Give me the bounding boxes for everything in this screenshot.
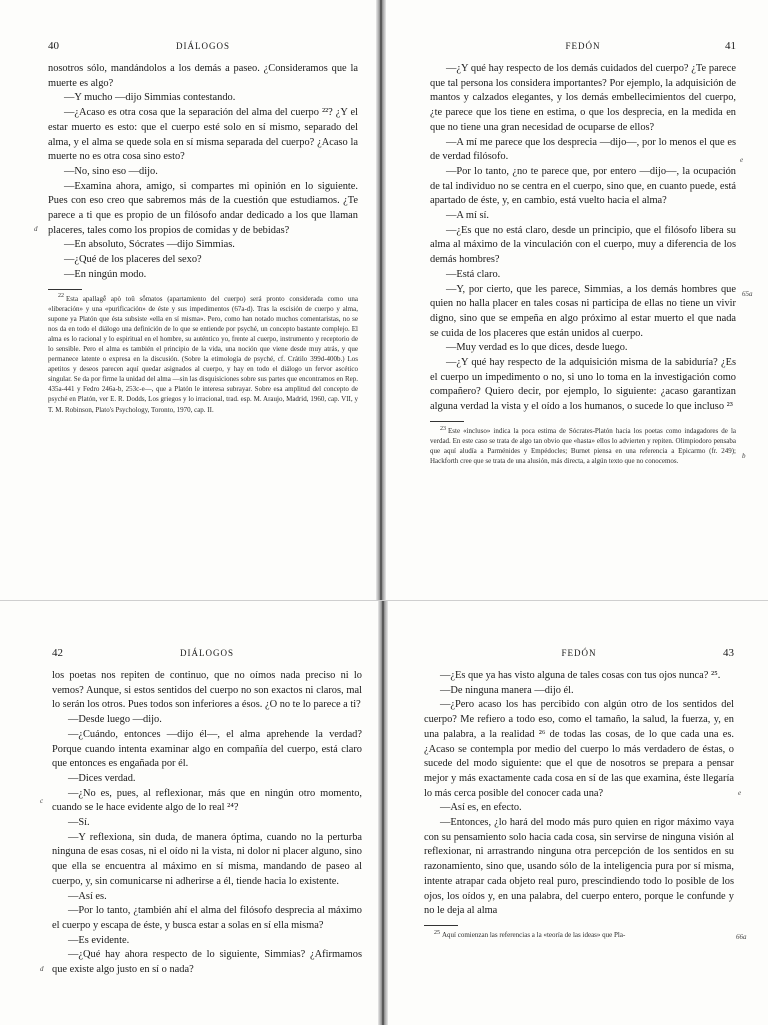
paragraph: los poetas nos repiten de continuo, que no oímos nada preciso ni lo vemos? Aunque, si estos sentidos del cuerpo no son exactos ni claros, mal lo serán los otros. Pues todos son inferiores a ésos. ¿O no te lo parece a ti? bbox=[52, 670, 362, 711]
running-header bbox=[48, 40, 358, 62]
book-spine bbox=[376, 0, 386, 600]
paragraph: —Y, por cierto, que les parece, Simmias, a los demás hombres que quien no halla placer en tales cosas ni participa de ellas no tiene un vivir digno, sino que se empeña en algo próximo al estar muerto el que nada se cuida de los placeres que están unidos al cuerpo. bbox=[430, 283, 736, 339]
paragraph: —En ningún modo. bbox=[64, 268, 147, 280]
margin-marker: e bbox=[738, 789, 742, 797]
paragraph: —¿Y qué hay respecto de la adquisición misma de la sabiduría? ¿Es el cuerpo un impedimento o no, si uno lo toma en la investigación como compañero? Quiero decir, por ejemplo, lo siguiente: ¿acaso garantizan alguna verdad la vista y el oído a los humanos, o sucede lo que incluso ²³ bbox=[430, 357, 736, 413]
page-41 bbox=[430, 40, 736, 466]
paragraph: —No, sino eso —dijo. bbox=[64, 165, 158, 177]
paragraph: —Dices verdad. bbox=[68, 772, 136, 784]
footnote-number: 25 bbox=[434, 929, 440, 936]
paragraph: —Es evidente. bbox=[68, 934, 130, 946]
footnote-rule bbox=[424, 925, 458, 926]
paragraph: —Así es, en efecto. bbox=[440, 802, 522, 814]
footnote bbox=[48, 294, 358, 415]
paragraph: —¿No es, pues, al reflexionar, más que en ningún otro momento, cuando se le hace evidente algo de lo real ²⁴? bbox=[52, 787, 362, 814]
paragraph: —Muy verdad es lo que dices, desde luego. bbox=[446, 342, 628, 354]
paragraph: —Así es. bbox=[68, 890, 107, 902]
paragraph: —De ninguna manera —dijo él. bbox=[440, 684, 574, 696]
footnote bbox=[424, 930, 734, 940]
margin-marker: d bbox=[34, 225, 38, 233]
margin-marker: 65a bbox=[742, 290, 753, 298]
footnote-rule bbox=[430, 421, 464, 422]
paragraph: —Y mucho —dijo Simmias contestando. bbox=[64, 92, 236, 104]
page-body bbox=[430, 62, 736, 415]
paragraph: —¿Es que no está claro, desde un principio, que el filósofo libera su alma al máximo de la vinculación con el cuerpo, muy a diferencia de los demás hombres? bbox=[430, 224, 736, 266]
paragraph: —Por lo tanto, ¿no te parece que, por entero —dijo—, la ocupación de tal individuo no se centra en el cuerpo, sino que, en cuanto puede, está apartado de éste, y, en cambio, está vuelto hacia el alma? bbox=[430, 165, 736, 207]
footnote-number: 22 bbox=[58, 293, 64, 300]
paragraph: —A mí sí. bbox=[446, 210, 490, 222]
paragraph: —En absoluto, Sócrates —dijo Simmias. bbox=[64, 239, 235, 251]
running-header bbox=[424, 647, 734, 669]
page-number: 42 bbox=[52, 647, 63, 659]
running-head-title: DIÁLOGOS bbox=[176, 41, 230, 51]
footnote bbox=[430, 426, 736, 466]
margin-marker: d bbox=[40, 965, 44, 973]
footnote-rule bbox=[48, 289, 82, 290]
paragraph: —¿Qué hay ahora respecto de lo siguiente, Simmias? ¿Afirmamos que existe algo justo en sí o nada? bbox=[52, 949, 362, 976]
paragraph: nosotros sólo, mandándolos a los demás a paseo. ¿Consideramos que la muerte es algo? bbox=[48, 63, 358, 89]
page-body bbox=[424, 669, 734, 919]
paragraph: —Sí. bbox=[68, 817, 90, 829]
running-head-title: DIÁLOGOS bbox=[180, 648, 234, 658]
paragraph: —¿Qué de los placeres del sexo? bbox=[64, 254, 202, 266]
margin-marker: 66a bbox=[736, 933, 747, 941]
page-number: 40 bbox=[48, 40, 59, 52]
page-number: 41 bbox=[725, 40, 736, 52]
running-head-title: FEDÓN bbox=[561, 648, 597, 658]
paragraph: —Y reflexiona, sin duda, de manera óptima, cuando no la perturba ninguna de esas cosas, ni el oído ni la vista, ni dolor ni placer alguno, sino que ella se encuentra al máximo en sí misma, mandando de paseo al cuerpo, y, sin comunicarse ni adherirse a él, tiende hacia lo existente. bbox=[52, 831, 362, 887]
page-42 bbox=[52, 647, 362, 978]
page-40 bbox=[48, 40, 358, 415]
paragraph: —¿Acaso es otra cosa que la separación del alma del cuerpo ²²? ¿Y el estar muerto es esto: que el cuerpo esté solo en sí mismo, separado del alma, y el alma se quede sola en sí misma separada del cuerpo? ¿Acaso la muerte no es otra cosa sino esto? bbox=[48, 107, 358, 163]
footnote-text: Aquí comienzan las referencias a la «teoría de las ideas» que Pla- bbox=[442, 930, 626, 939]
bottom-spread bbox=[0, 600, 768, 1025]
page-body bbox=[52, 669, 362, 978]
paragraph: —Está claro. bbox=[446, 268, 501, 280]
paragraph: —¿Pero acaso los has percibido con algún otro de los sentidos del cuerpo? Me refiero a todo eso, como el tamaño, la salud, la fuerza, y, en una palabra, a la realidad ²⁶ de todas las cosas, de lo que cada una es. ¿Acaso se contempla por medio del cuerpo lo más verdadero de éstas, o sucede del modo siguiente: que el que de nosotros se prepara a pensar mejor y más exactamente cada cosa en sí de las que examina, éste llegaría lo más cerca posible del conocer cada una? bbox=[424, 699, 734, 799]
margin-marker: b bbox=[742, 452, 746, 460]
running-header bbox=[430, 40, 736, 62]
paragraph: —Por lo tanto, ¿también ahí el alma del filósofo desprecia al máximo el cuerpo y escapa de éste, y busca estar a solas en sí ella misma? bbox=[52, 905, 362, 931]
paragraph: —Entonces, ¿lo hará del modo más puro quien en rigor máximo vaya con su pensamiento solo hacia cada cosa, sin servirse de ninguna visión al reflexionar, ni arrastrando ninguna otra percepción de los sentidos en su razonamiento, sino que, usando sólo de la inteligencia pura por sí misma, intente atrapar cada objeto real puro, prescindiendo todo lo posible de los ojos, los oídos y, en una palabra, del cuerpo entero, porque le confunde y no le deja al alma bbox=[424, 817, 734, 917]
margin-marker: c bbox=[40, 797, 44, 805]
paragraph: —Examina ahora, amigo, si compartes mi opinión en lo siguiente. Pues con eso creo que sabremos más de la cuestión que estudiamos. ¿Te parece a ti que es propio de un filósofo andar dedicado a los que llaman placeres, tales como los propios de comidas y de bebidas? bbox=[48, 180, 358, 236]
paragraph: —¿Y qué hay respecto de los demás cuidados del cuerpo? ¿Te parece que tal persona los considera importantes? Por ejemplo, la adquisición de mantos y calzados elegantes, y los demás embellecimientos del cuerpo, ¿te parece que los tiene en estima, o que los desprecia, en la medida en que no tiene una gran necesidad de ocuparse de ellos? bbox=[430, 63, 736, 133]
running-header bbox=[52, 647, 362, 669]
running-head-title: FEDÓN bbox=[565, 41, 601, 51]
paragraph: —¿Es que ya has visto alguna de tales cosas con tus ojos nunca? ²⁵. bbox=[440, 670, 721, 681]
book-spine bbox=[378, 601, 388, 1025]
footnote-text: Esta apallagḗ apò toû sṓmatos (apartamiento del cuerpo) será pronto considerada como una «liberación» y una «purificación» de éste y sus impedimentos (67a-d). Tras la escisión de cuerpo y alma, supone ya Platón que ésta subsiste «ella en sí misma». Pero, como han notado muchos comentaristas, no se nos da en todo el diálogo una definición de lo que se entiende por psyché, un concepto bastante complejo. El alma es lo racional y lo espiritual en el hombre, su auténtico yo, frente al cuerpo, instrumento y receptorio de lo sensible. Pero el alma es también el principio de la vida, una noción que viene desde muy atrás, y que permanece latente o expresa en la discusión. (Sobre la etimología de psyché, cf. Crátilo 399d-400b.) Los apetitos y deseos parecen aquí quedar asignados al cuerpo, y hay en todo el diálogo un fervor ascético singular. Se da por firme la unidad del alma —sin las disquisiciones sobre sus partes que encontramos en Rep. 435a-441 y Fedro 246a-b, 253c-e—, que a Platón le interesa subrayar. Sobre esa amplitud del concepto de psyché en Platón, ver E. R. Dodds, Los griegos y lo irracional, trad. esp. M. Araujo, Madrid, 1960, cap. VII, y T. M. Robinson, Plato's Psychology, Toronto, 1970, cap. II. bbox=[48, 294, 358, 414]
page-number: 43 bbox=[723, 647, 734, 659]
page-43 bbox=[424, 647, 734, 940]
page-body bbox=[48, 62, 358, 283]
margin-marker: e bbox=[740, 156, 744, 164]
footnote-text: Este «incluso» indica la poca estima de Sócrates-Platón hacia los poetas como indagadores de la verdad. En este caso se trata de algo tan obvio que «hasta» ellos lo advierten y repiten. Olimpiodoro pensaba que aquí aludía a Parménides y Empédocles; Burnet piensa en una referencia a Epicarmo (fr. 249); Hackforth cree que se trata de una alusión, más directa, a algún texto que no conocemos. bbox=[430, 426, 736, 466]
paragraph: —Desde luego —dijo. bbox=[68, 714, 162, 726]
footnote-number: 23 bbox=[440, 425, 446, 432]
paragraph: —A mí me parece que los desprecia —dijo—, por lo menos el que es de verdad filósofo. bbox=[430, 136, 736, 163]
paragraph: —¿Cuándo, entonces —dijo él—, el alma aprehende la verdad? Porque cuando intenta examinar algo en compañía del cuerpo, está claro que entonces es engañada por él. bbox=[52, 728, 362, 770]
